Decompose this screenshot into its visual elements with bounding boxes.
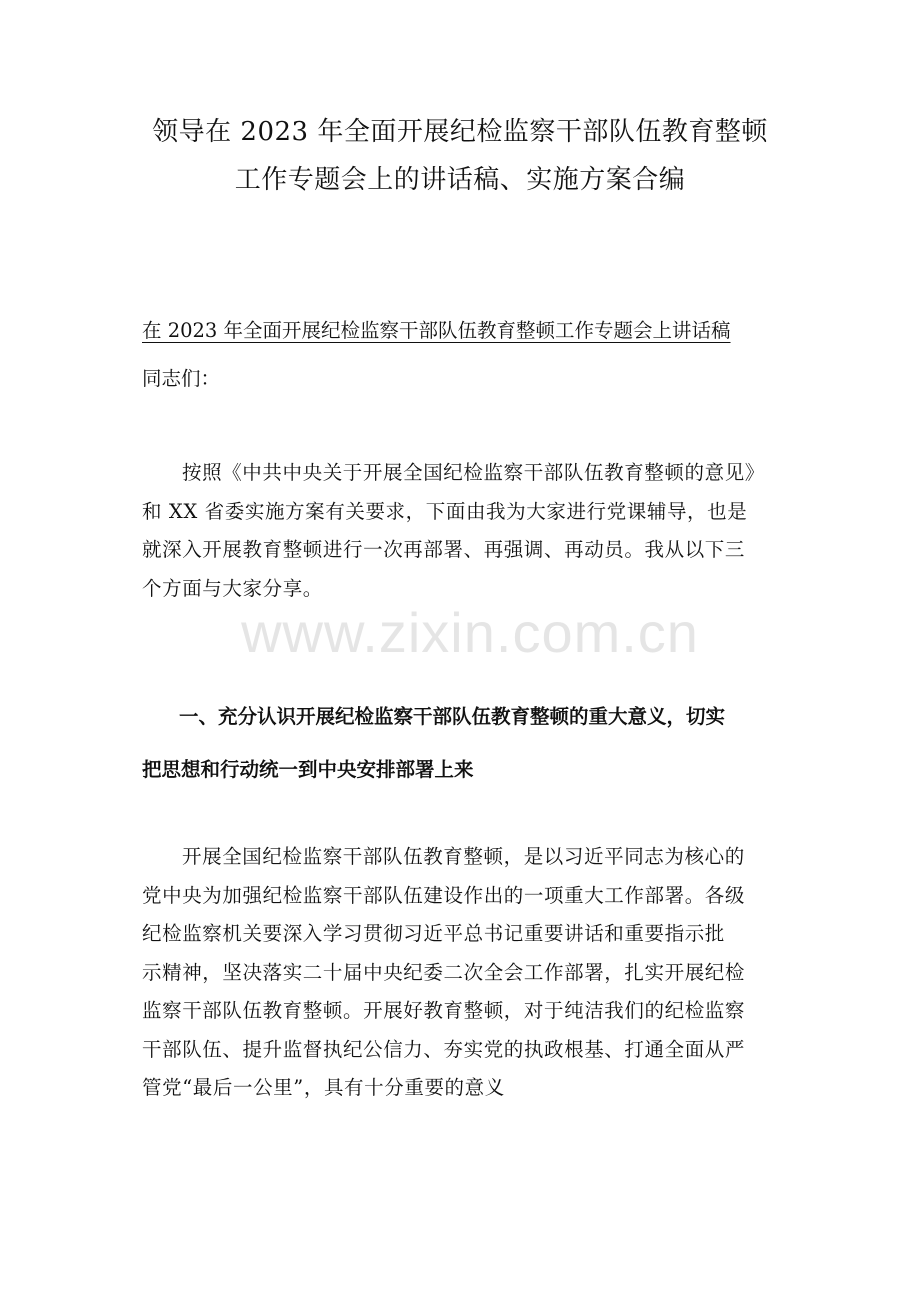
body-line: 纪检监察机关要深入学习贯彻习近平总书记重要讲话和重要指示批 — [142, 922, 725, 945]
intro-line: 和 XX 省委实施方案有关要求，下面由我为大家进行党课辅导，也是 — [142, 499, 748, 523]
intro-line: 就深入开展教育整顿进行一次再部署、再强调、再动员。我从以下三 — [142, 538, 746, 561]
body-paragraph — [142, 838, 782, 1108]
watermark: www.zixin.com.cn — [241, 601, 699, 664]
document-title — [100, 108, 820, 204]
intro-line: 个方面与大家分享。 — [142, 576, 323, 600]
body-line: 监察干部队伍教育整顿。开展好教育整顿，对于纯洁我们的纪检监察 — [142, 999, 746, 1022]
intro-paragraph — [142, 454, 782, 608]
body-line: 示精神，坚决落实二十届中央纪委二次全会工作部署，扎实开展纪检 — [142, 960, 746, 984]
body-line: 管党“最后一公里”，具有十分重要的意义 — [142, 1076, 505, 1099]
intro-line: 按照《中共中央关于开展全国纪检监察干部队伍教育整顿的意见》 — [182, 461, 765, 484]
salutation: 同志们： — [142, 367, 221, 390]
body-line: 干部队伍、提升监督执纪公信力、夯实党的执政根基、打通全面从严 — [142, 1037, 746, 1061]
heading-line: 一、充分认识开展纪检监察干部队伍教育整顿的重大意义，切实 — [179, 705, 726, 728]
section-title: 在 2023 年全面开展纪检监察干部队伍教育整顿工作专题会上讲话稿 — [142, 319, 731, 342]
section-heading-1 — [142, 690, 792, 796]
body-line: 开展全国纪检监察干部队伍教育整顿，是以习近平同志为核心的 — [182, 845, 745, 868]
body-line: 党中央为加强纪检监察干部队伍建设作出的一项重大工作部署。各级 — [142, 883, 746, 907]
document-title-line-1: 领导在 2023 年全面开展纪检监察干部队伍教育整顿 — [152, 117, 768, 147]
document-title-line-2: 工作专题会上的讲话稿、实施方案合编 — [234, 165, 686, 195]
heading-line: 把思想和行动统一到中央安排部署上来 — [142, 758, 474, 781]
